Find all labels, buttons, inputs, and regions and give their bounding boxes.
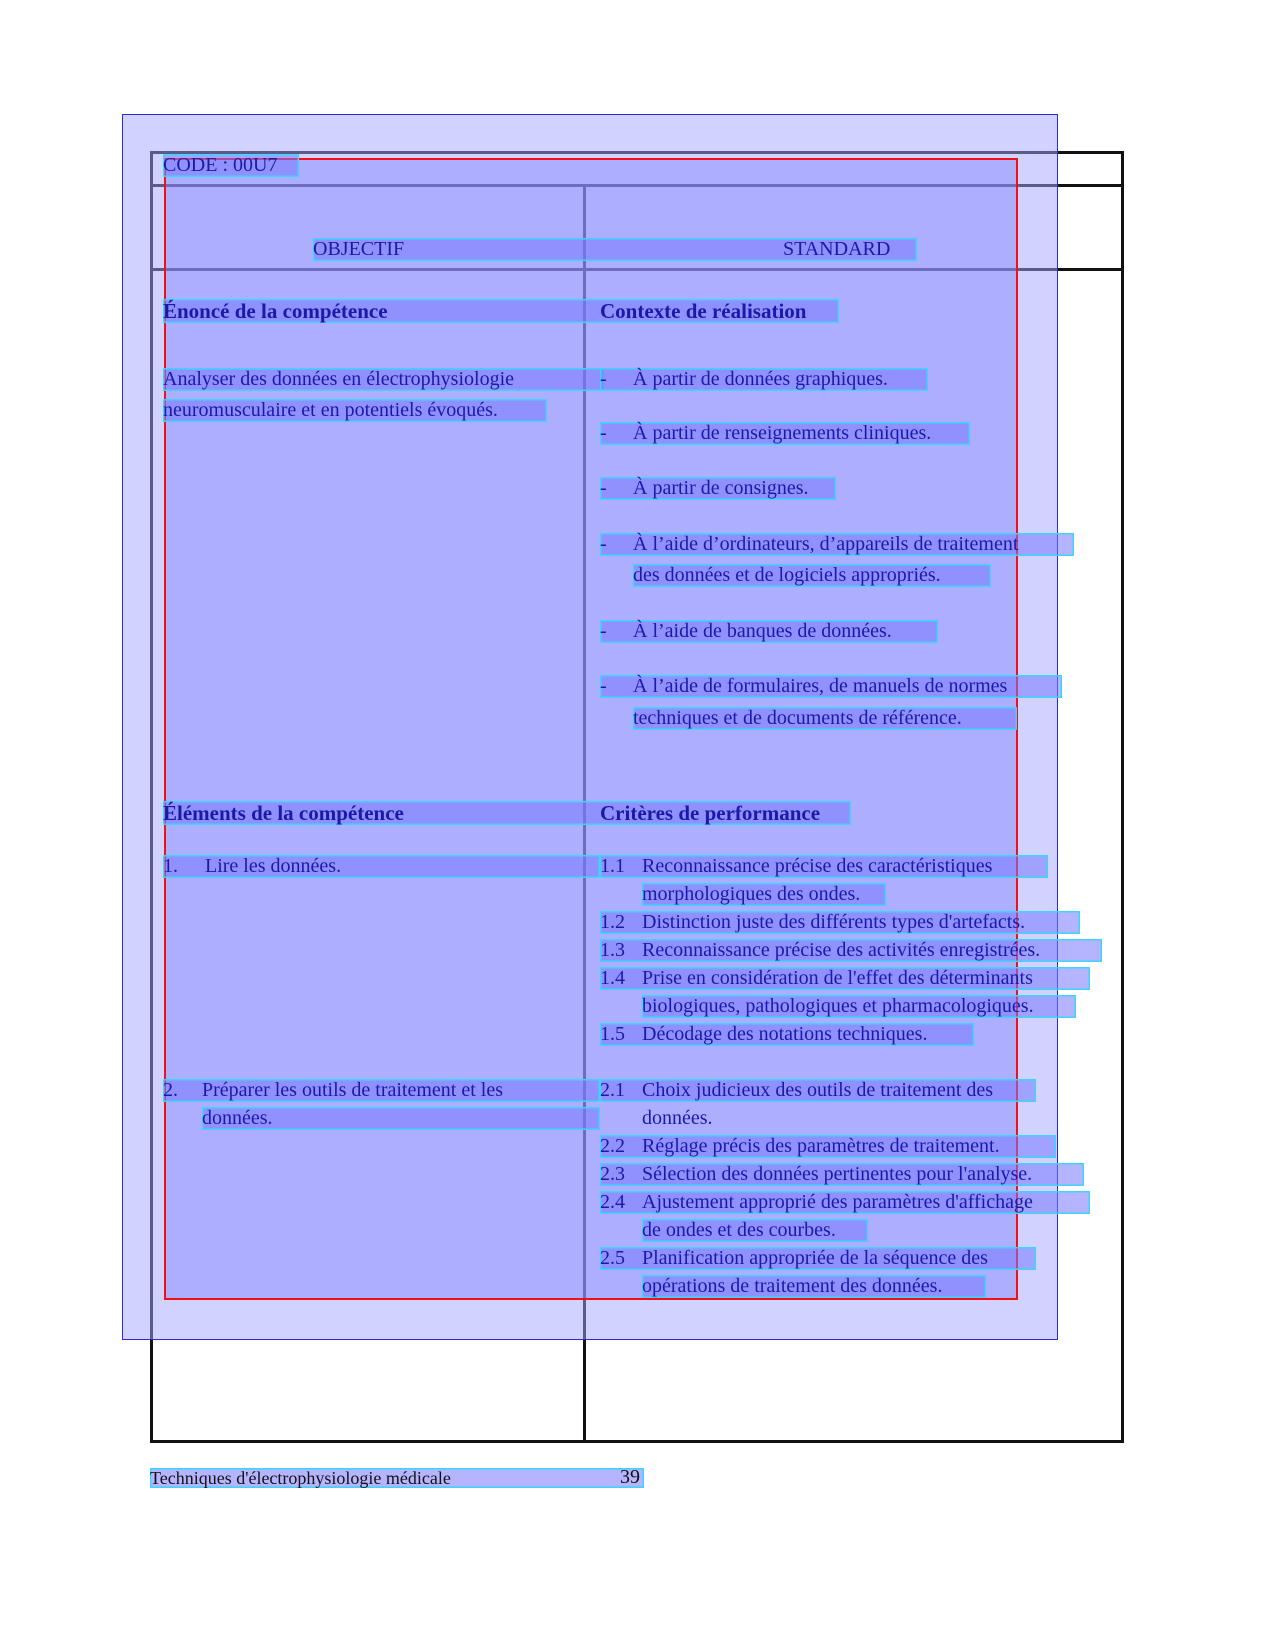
critere-text: Reconnaissance précise des activités enregistrées.	[642, 939, 1041, 961]
criteres-title: Critères de performance	[600, 801, 821, 825]
contexte-item	[600, 477, 836, 500]
critere-text: Décodage des notations techniques.	[642, 1023, 928, 1045]
enonce-text-line-1: Analyser des données en électrophysiologie	[163, 368, 604, 391]
contexte-item	[600, 368, 928, 391]
column-header-band	[313, 238, 917, 261]
contexte-item-continuation: techniques et de documents de référence.	[633, 707, 1017, 730]
critere-item	[600, 1023, 974, 1046]
critere-number: 2.1	[600, 1079, 625, 1101]
element-text: Lire les données.	[205, 855, 342, 877]
critere-continuation: données.	[642, 1107, 713, 1129]
critere-text: Reconnaissance précise des caractéristiques	[642, 855, 993, 877]
section-title-band-2	[163, 801, 851, 825]
element-number: 1.	[163, 855, 178, 877]
critere-text: Distinction juste des différents types d'artefacts.	[642, 911, 1026, 933]
objectif-header: OBJECTIF	[313, 238, 405, 260]
critere-continuation: opérations de traitement des données.	[642, 1275, 986, 1298]
section-title-band-1	[163, 299, 839, 323]
enonce-title: Énoncé de la compétence	[163, 299, 388, 323]
standard-header: STANDARD	[783, 238, 891, 260]
critere-number: 2.5	[600, 1247, 625, 1269]
critere-number: 2.3	[600, 1163, 625, 1185]
elements-title: Éléments de la compétence	[163, 801, 404, 825]
contexte-item	[600, 533, 1074, 556]
code-label: CODE : 00U7	[163, 154, 299, 177]
critere-number: 2.2	[600, 1135, 625, 1157]
critere-number: 1.3	[600, 939, 625, 961]
element-1	[163, 855, 600, 878]
bullet-mark: -	[600, 368, 607, 390]
bullet-mark: -	[600, 422, 607, 444]
bullet-mark: -	[600, 675, 607, 697]
page-footer	[150, 1468, 644, 1488]
critere-text: Réglage précis des paramètres de traitement.	[642, 1135, 1000, 1157]
critere-item	[600, 939, 1102, 962]
critere-number: 1.4	[600, 967, 625, 989]
page-number: 39	[620, 1466, 640, 1488]
critere-number: 2.4	[600, 1191, 625, 1213]
critere-number: 1.2	[600, 911, 625, 933]
critere-continuation: biologiques, pathologiques et pharmacologiques.	[642, 995, 1076, 1018]
enonce-text-line-2: neuromusculaire et en potentiels évoqués.	[163, 399, 547, 422]
critere-number: 1.1	[600, 855, 625, 877]
contexte-item-continuation: des données et de logiciels appropriés.	[633, 564, 991, 587]
contexte-item-text: À partir de renseignements cliniques.	[633, 422, 932, 444]
critere-item	[600, 967, 1090, 990]
contexte-item	[600, 620, 938, 643]
critere-text: Choix judicieux des outils de traitement des	[642, 1079, 994, 1101]
critere-item	[600, 855, 1048, 878]
critere-text: Ajustement approprié des paramètres d'affichage	[642, 1191, 1033, 1213]
critere-item	[600, 1079, 1036, 1102]
contexte-item-text: À l’aide de formulaires, de manuels de normes	[633, 675, 1008, 697]
bullet-mark: -	[600, 533, 607, 555]
element-2-continuation: données.	[202, 1107, 600, 1130]
critere-item	[600, 1163, 1084, 1186]
critere-continuation: de ondes et des courbes.	[642, 1219, 868, 1242]
element-text: Préparer les outils de traitement et les	[202, 1079, 504, 1101]
critere-item	[600, 1135, 1056, 1158]
contexte-item-text: À l’aide d’ordinateurs, d’appareils de traitement	[633, 533, 1019, 555]
critere-continuation: morphologiques des ondes.	[642, 883, 886, 906]
critere-item	[600, 911, 1080, 934]
footer-program: Techniques d'électrophysiologie médicale	[150, 1468, 451, 1488]
critere-text: Planification appropriée de la séquence des	[642, 1247, 988, 1269]
contexte-item	[600, 675, 1062, 698]
contexte-item-text: À partir de consignes.	[633, 477, 809, 499]
bullet-mark: -	[600, 477, 607, 499]
critere-text: Sélection des données pertinentes pour l'analyse.	[642, 1163, 1033, 1185]
element-number: 2.	[163, 1079, 178, 1101]
bullet-mark: -	[600, 620, 607, 642]
contexte-item-text: À l’aide de banques de données.	[633, 620, 892, 642]
contexte-title: Contexte de réalisation	[600, 299, 807, 323]
contexte-item	[600, 422, 970, 445]
critere-number: 1.5	[600, 1023, 625, 1045]
contexte-item-text: À partir de données graphiques.	[633, 368, 888, 390]
critere-item	[600, 1247, 1036, 1270]
critere-item	[600, 1191, 1090, 1214]
critere-text: Prise en considération de l'effet des déterminants	[642, 967, 1033, 989]
element-2	[163, 1079, 600, 1102]
